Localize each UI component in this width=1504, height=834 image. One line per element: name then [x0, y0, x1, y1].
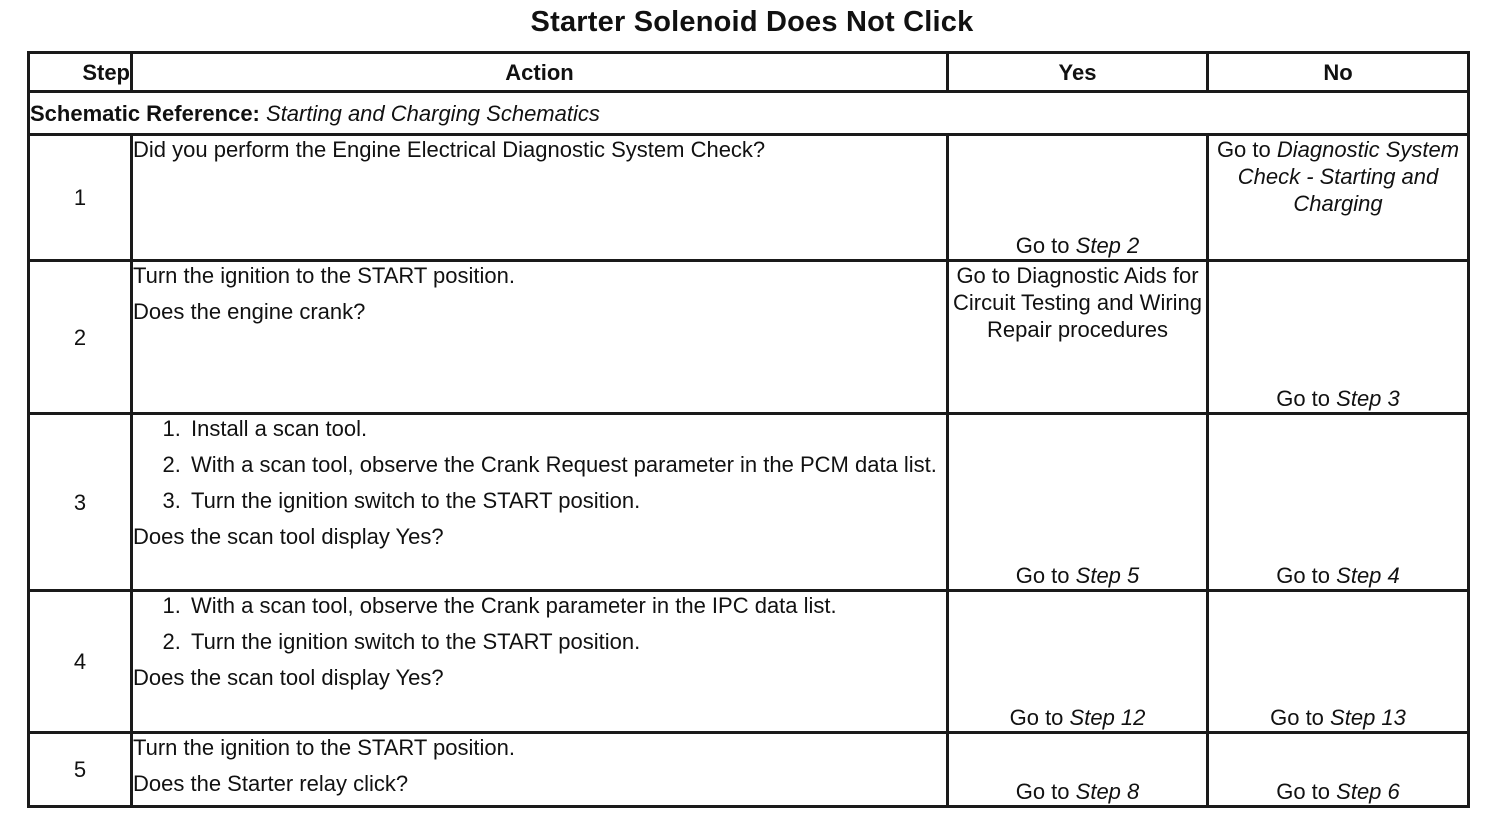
step-link[interactable]: Step 12 — [1069, 705, 1146, 730]
column-header-step: Step — [29, 53, 132, 92]
yes-cell — [948, 261, 1208, 414]
table-row — [29, 135, 1469, 261]
no-cell — [1208, 135, 1469, 261]
step-link[interactable]: Step 4 — [1336, 563, 1400, 588]
action-text: Did you perform the Engine Electrical Diagnostic System Check? — [133, 137, 766, 162]
action-text: Turn the ignition to the START position. — [133, 263, 515, 288]
step-link[interactable]: Step 13 — [1330, 705, 1406, 730]
go-to-label: Go to — [1015, 779, 1070, 804]
action-cell — [132, 414, 948, 591]
schematic-reference-label: Schematic Reference: — [30, 100, 260, 126]
go-to-label: Go to — [1009, 705, 1064, 730]
go-to-label: Go to — [1276, 779, 1331, 804]
list-item: 1. With a scan tool, observe the Crank parameter in the IPC data list. — [187, 592, 946, 619]
go-to-label: Go to — [1216, 137, 1271, 162]
step-link[interactable]: Step 8 — [1075, 779, 1140, 804]
step-number: 1 — [29, 135, 132, 261]
action-cell — [132, 261, 948, 414]
action-question: Does the scan tool display Yes? — [133, 524, 444, 549]
procedure-link[interactable]: Diagnostic System Check - Starting and Charging — [1237, 137, 1460, 216]
list-item: 2. With a scan tool, observe the Crank Request parameter in the PCM data list. — [187, 451, 946, 478]
list-item: 2. Turn the ignition switch to the START position. — [187, 628, 946, 655]
schematic-reference-row — [29, 92, 1469, 135]
header-row — [29, 53, 1469, 92]
action-list — [133, 592, 946, 655]
column-header-action: Action — [132, 53, 948, 92]
table-row — [29, 414, 1469, 591]
action-cell — [132, 135, 948, 261]
action-text: Turn the ignition to the START position. — [133, 735, 515, 760]
step-number: 2 — [29, 261, 132, 414]
go-to-label: Go to — [1276, 563, 1331, 588]
go-to-label: Go to — [1015, 563, 1070, 588]
no-cell — [1208, 733, 1469, 807]
table-row — [29, 733, 1469, 807]
step-link[interactable]: Step 2 — [1075, 233, 1140, 258]
list-item: 1. Install a scan tool. — [187, 415, 946, 442]
no-cell — [1208, 414, 1469, 591]
yes-cell — [948, 591, 1208, 733]
page-title: Starter Solenoid Does Not Click — [530, 6, 974, 38]
yes-cell — [948, 135, 1208, 261]
go-to-label: Go to — [1276, 386, 1331, 411]
yes-cell — [948, 733, 1208, 807]
procedure-text: Go to Diagnostic Aids for Circuit Testing and Wiring Repair procedures — [952, 263, 1203, 342]
list-item: 3. Turn the ignition switch to the START position. — [187, 487, 946, 514]
step-number: 4 — [29, 591, 132, 733]
table-row — [29, 261, 1469, 414]
action-question: Does the scan tool display Yes? — [133, 665, 444, 690]
schematic-reference-link[interactable]: Starting and Charging Schematics — [266, 100, 600, 126]
step-number: 5 — [29, 733, 132, 807]
action-question: Does the engine crank? — [133, 299, 366, 324]
diagnostic-table — [27, 51, 1470, 808]
step-link[interactable]: Step 6 — [1336, 779, 1400, 804]
step-link[interactable]: Step 3 — [1336, 386, 1400, 411]
no-cell — [1208, 591, 1469, 733]
action-question: Does the Starter relay click? — [133, 771, 409, 796]
step-number: 3 — [29, 414, 132, 591]
table-row — [29, 591, 1469, 733]
action-cell — [132, 733, 948, 807]
go-to-label: Go to — [1015, 233, 1070, 258]
step-link[interactable]: Step 5 — [1075, 563, 1140, 588]
column-header-no: No — [1208, 53, 1469, 92]
action-list — [133, 415, 946, 514]
column-header-yes: Yes — [948, 53, 1208, 92]
go-to-label: Go to — [1270, 705, 1324, 730]
action-cell — [132, 591, 948, 733]
yes-cell — [948, 414, 1208, 591]
schematic-reference — [29, 92, 1469, 135]
no-cell — [1208, 261, 1469, 414]
